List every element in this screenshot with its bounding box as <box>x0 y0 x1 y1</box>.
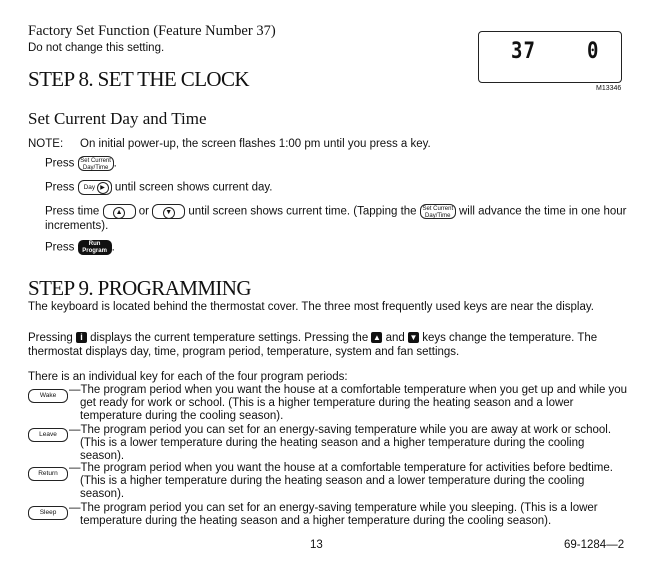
wake-description: —The program period when you want the house at a comfortable temperature when you get up and while you get ready for work or school. (This is a higher temperature during the heating season and a lower temperature during the cooling season). <box>69 384 628 422</box>
step8-subheading: Set Current Day and Time <box>28 109 207 128</box>
press-day-line: Press Day ▶ until screen shows current day. <box>45 181 273 194</box>
display-setting-value: 0 <box>587 38 600 64</box>
display-feature-number: 37 <box>511 38 536 64</box>
step9-intro: The keyboard is located behind the thermostat cover. The three most frequently used keys are near the display. <box>28 301 594 313</box>
document-code: 69-1284—2 <box>564 539 625 551</box>
note-text: On initial power-up, the screen flashes 1:00 pm until you press a key. <box>80 138 431 150</box>
thermostat-display <box>478 31 622 83</box>
up-key <box>103 204 136 219</box>
return-description: —The program period when you want the house at a comfortable temperature for activities before bedtime. (This is a higher temperature during the heating season and a lower temperature during the cooling season). <box>69 462 613 500</box>
info-line: Pressing i displays the current temperature settings. Pressing the ▲ and ▼ keys change the temperature. The <box>28 332 598 344</box>
press-time-line: Press time ▲ or ▼ until screen shows current time. (Tapping the Set Current Day/Time will advance the time in one hour <box>45 205 627 219</box>
press-set-line: Press Set Current Day/Time . <box>45 157 117 171</box>
step9-heading: STEP 9. PROGRAMMING <box>28 276 251 300</box>
factory-note: Do not change this setting. <box>28 42 165 54</box>
play-icon: ▶ <box>97 182 109 194</box>
step8-heading: STEP 8. SET THE CLOCK <box>28 67 249 91</box>
wake-key: Wake <box>28 389 68 403</box>
set-day-time-key: Set Current Day/Time <box>78 156 114 171</box>
leave-description: —The program period you can set for an energy-saving temperature while you are away at work or school. (This is a lower temperature during the heating season and a higher temperature during the cooling season). <box>69 424 612 462</box>
day-key: Day ▶ <box>78 180 112 195</box>
press-run-line: Press Run Program . <box>45 241 115 254</box>
down-arrow-key-icon: ▼ <box>409 333 418 343</box>
sleep-description: —The program period you can set for an energy-saving temperature while you sleeping. (This is a lower temperature during the heating season and a higher temperature during the cooling season). <box>69 502 598 527</box>
up-triangle-icon: ▲ <box>113 207 125 219</box>
note-label: NOTE: <box>28 138 64 150</box>
return-key: Return <box>28 467 68 481</box>
down-triangle-icon: ▼ <box>163 207 175 219</box>
info-key-icon: i <box>76 332 87 343</box>
page-number: 13 <box>310 539 323 551</box>
up-arrow-key-icon: ▲ <box>372 333 381 343</box>
time-increments: increments). <box>45 220 109 232</box>
figure-code: M13346 <box>596 85 622 92</box>
factory-title: Factory Set Function (Feature Number 37) <box>28 23 276 39</box>
info-line-2: thermostat displays day, time, program period, temperature, system and fan settings. <box>28 346 460 358</box>
periods-intro: There is an individual key for each of the four program periods: <box>28 371 348 383</box>
leave-key: Leave <box>28 428 68 442</box>
set-day-time-key-inline: Set Current Day/Time <box>420 204 456 219</box>
press-label: Press <box>45 157 75 170</box>
down-key <box>152 204 185 219</box>
sleep-key: Sleep <box>28 506 68 520</box>
run-program-key: Run Program <box>78 240 112 255</box>
